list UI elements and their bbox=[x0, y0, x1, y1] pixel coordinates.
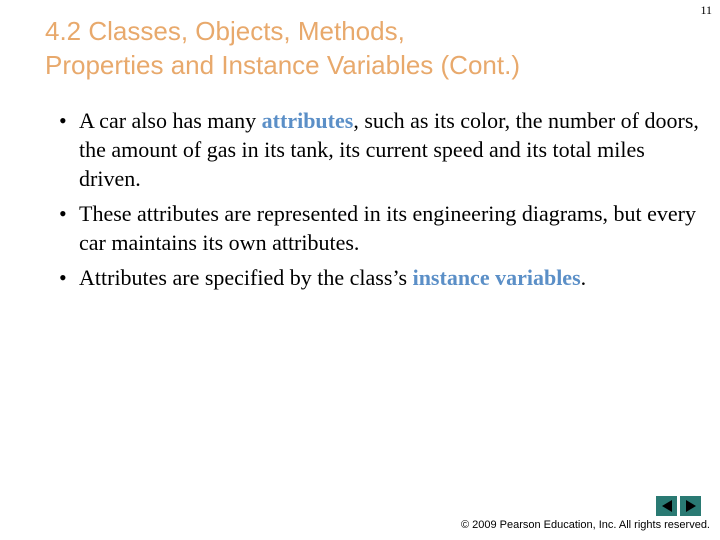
slide-title-line-2: Properties and Instance Variables (Cont.) bbox=[45, 50, 520, 80]
triangle-left-icon bbox=[661, 499, 673, 513]
keyword-attributes: attributes bbox=[261, 108, 354, 133]
bullet-text: A car also has many bbox=[79, 108, 262, 133]
bullet-text: , such as its color, the number of doors, the amount of gas in its tank, its current speed and its total miles driven. bbox=[79, 108, 699, 191]
triangle-right-icon bbox=[685, 499, 697, 513]
bullet-text: . bbox=[580, 265, 587, 290]
slide-title-line-1: 4.2 Classes, Objects, Methods, bbox=[45, 16, 405, 46]
keyword-instance-variables: instance variables bbox=[412, 265, 581, 290]
bullet-marker: • bbox=[59, 108, 67, 133]
bullet-marker: • bbox=[59, 265, 67, 290]
bullet-engineering-diagrams bbox=[59, 199, 699, 257]
slide-navigation bbox=[656, 496, 701, 516]
slide-number: 11 bbox=[700, 3, 712, 17]
bullet-attributes bbox=[59, 106, 699, 193]
previous-slide-button[interactable] bbox=[656, 496, 677, 516]
bullet-instance-variables bbox=[59, 263, 699, 292]
next-slide-button[interactable] bbox=[680, 496, 701, 516]
bullet-marker: • bbox=[59, 201, 67, 226]
bullet-text: Attributes are specified by the class’s bbox=[79, 265, 413, 290]
slide-title bbox=[45, 14, 685, 82]
copyright-notice: © 2009 Pearson Education, Inc. All rights reserved. bbox=[460, 519, 710, 531]
bullet-text: These attributes are represented in its engineering diagrams, but every car maintains its own attributes. bbox=[79, 201, 696, 255]
bullet-list bbox=[59, 106, 699, 298]
